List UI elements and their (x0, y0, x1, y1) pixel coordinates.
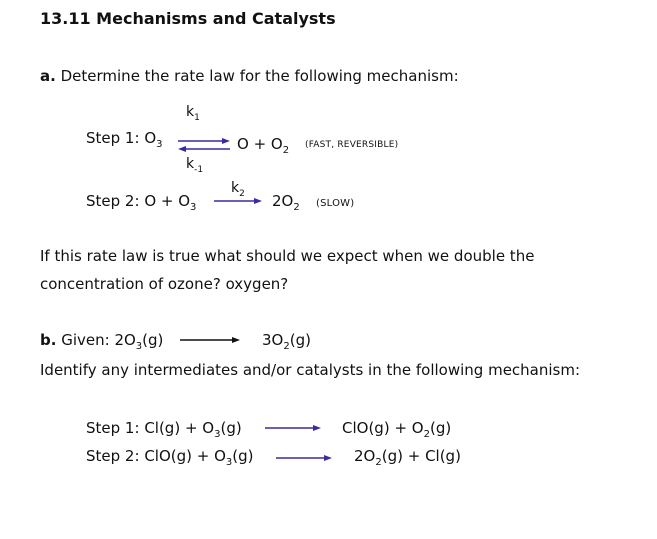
part-a-prompt (40, 67, 459, 85)
a-step1-k-reverse: $k_{-1}$ (186, 156, 204, 175)
b-step1-products: $ClO(g) + O_2(g)$ (342, 419, 452, 440)
part-b-prompt: Identify any intermediates and/or catalysts in the following mechanism: (40, 361, 581, 379)
part-a-label: a. (40, 67, 56, 85)
right-arrow-icon (214, 198, 262, 206)
part-b-given-product: $3O_2(g)$ (262, 331, 311, 352)
a-step2-label: Step 2: (86, 192, 140, 210)
a-step1-label: Step 1: (86, 129, 140, 147)
a-step2-left: Step 2: $O + O_3$ (86, 192, 197, 213)
a-step2-reactant: O + O (144, 192, 191, 210)
part-a-prompt-text: Determine the rate law for the following mechanism: (60, 67, 459, 85)
a-question-line1: If this rate law is true what should we expect when we double the (40, 247, 535, 265)
a-step1-product: $O + O_2$ (237, 135, 290, 156)
right-arrow-icon (276, 455, 332, 463)
b-step2-products: $2O_2(g) + Cl(g)$ (354, 447, 461, 468)
b-step1-reactants: Step 1: $Cl(g) + O_3(g)$ (86, 419, 242, 440)
equilibrium-arrow-icon (178, 138, 230, 154)
a-question-line2: concentration of ozone? oxygen? (40, 275, 289, 293)
a-step2-product: $2O_2$ (272, 192, 300, 213)
a-step1-left (86, 129, 163, 150)
right-arrow-icon (180, 337, 240, 345)
part-b-given: b. Given: $2O_3(g)$ (40, 331, 164, 352)
a-step1-reactant: O (144, 129, 157, 147)
right-arrow-icon (265, 425, 321, 433)
page-title: 13.11 Mechanisms and Catalysts (40, 9, 336, 28)
part-b-label: b. (40, 331, 57, 349)
a-step1-k-forward: $k_1$ (186, 104, 200, 123)
a-step1-reactant-sub: 3 (156, 139, 163, 150)
b-step2-reactants: Step 2: $ClO(g) + O_3(g)$ (86, 447, 254, 468)
a-step1-note: (FAST, REVERSIBLE) (305, 140, 399, 150)
a-step2-note: (SLOW) (316, 198, 355, 209)
a-step2-k: $k_2$ (231, 180, 245, 199)
